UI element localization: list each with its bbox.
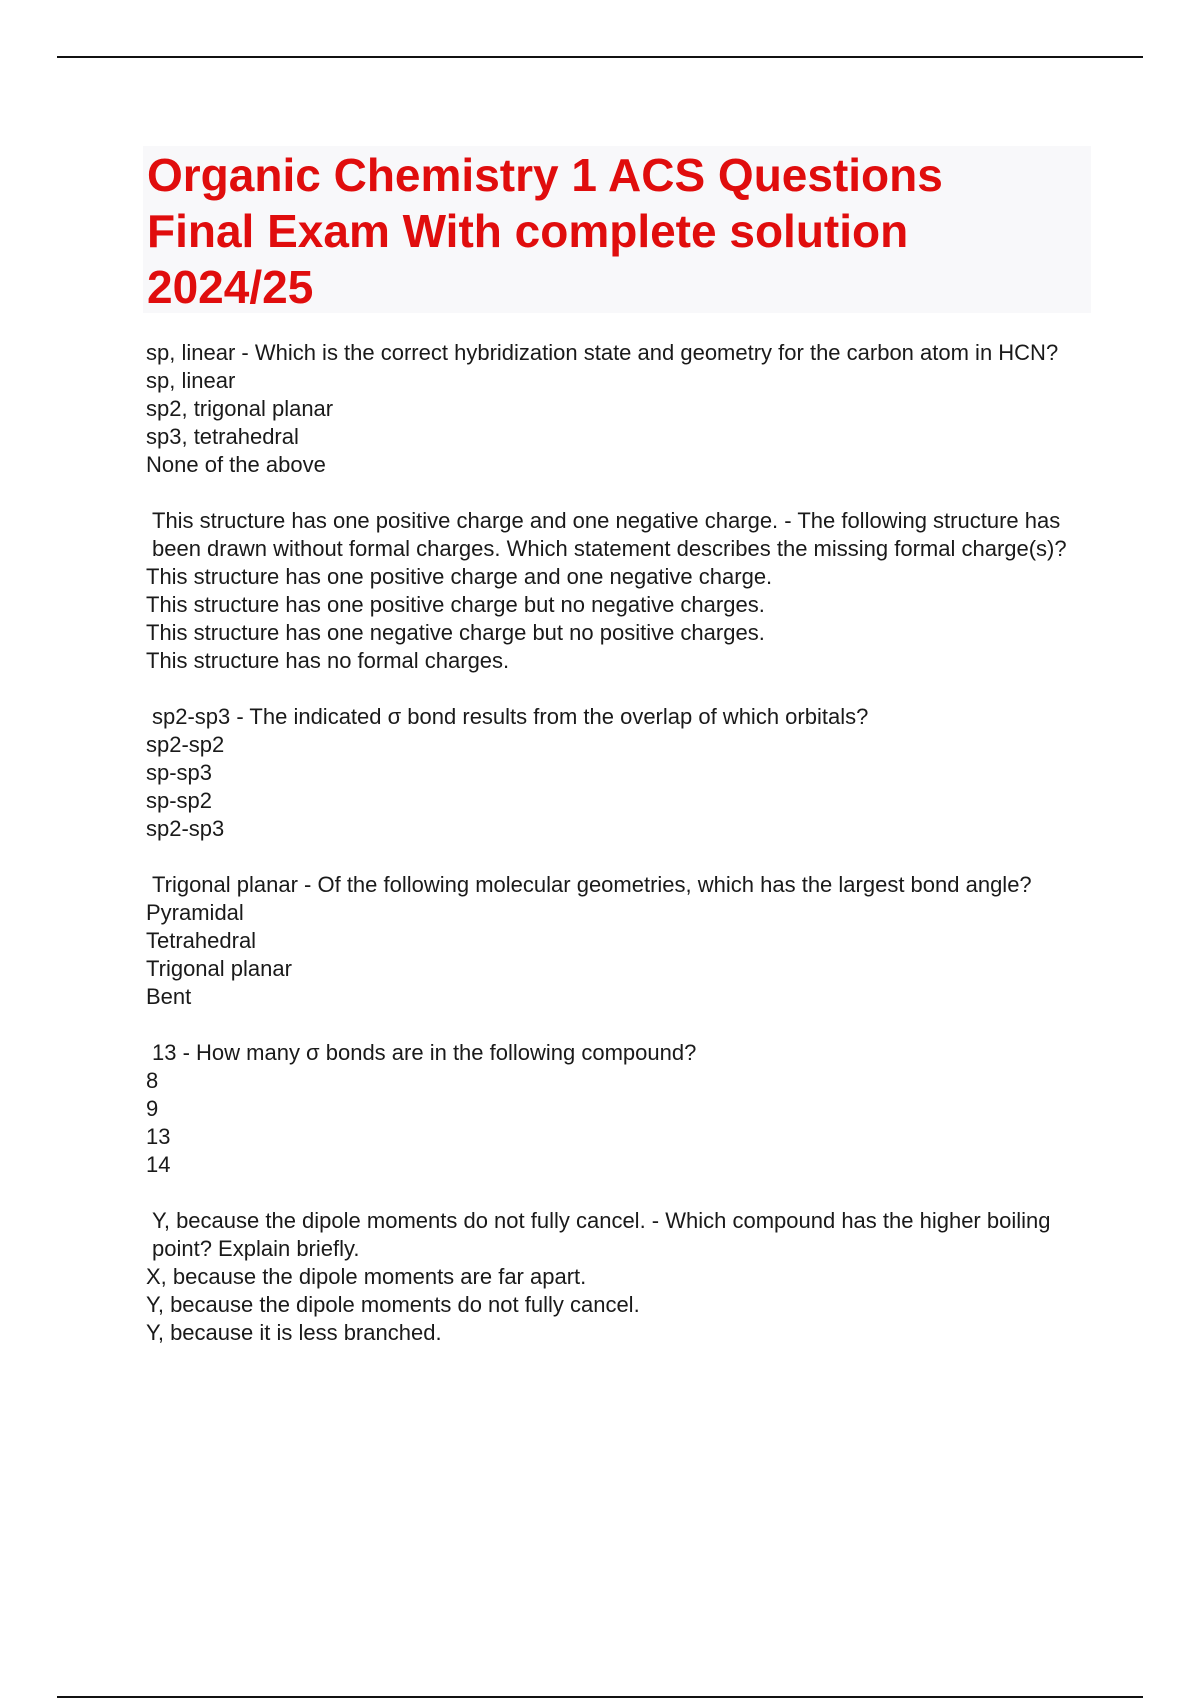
option-item: 13 xyxy=(146,1124,171,1149)
question-prompt: sp, linear - Which is the correct hybridization state and geometry for the carbon atom in HCN? xyxy=(146,340,1059,365)
option-item: sp3, tetrahedral xyxy=(146,424,299,449)
option-list xyxy=(146,367,1106,479)
option-item: This structure has no formal charges. xyxy=(146,648,510,673)
question-block xyxy=(146,703,1106,843)
option-item: None of the above xyxy=(146,452,326,477)
question-block xyxy=(146,507,1106,675)
option-item: Pyramidal xyxy=(146,900,244,925)
option-item: sp2, trigonal planar xyxy=(146,396,334,421)
option-list xyxy=(146,563,1106,675)
question-list xyxy=(146,339,1106,1375)
option-item: 14 xyxy=(146,1152,171,1177)
question-block xyxy=(146,1207,1106,1347)
option-item: Bent xyxy=(146,984,192,1009)
question-block xyxy=(146,339,1106,479)
question-prompt: This structure has one positive charge and one negative charge. - The following structure has been drawn without formal charges. Which statement describes the missing formal charge(s)? xyxy=(152,508,1067,561)
question-prompt: Y, because the dipole moments do not fully cancel. - Which compound has the higher boiling point? Explain briefly. xyxy=(152,1208,1051,1261)
option-list xyxy=(146,731,1106,843)
question-block xyxy=(146,1039,1106,1179)
question-prompt: sp2-sp3 - The indicated σ bond results from the overlap of which orbitals? xyxy=(152,704,869,729)
bottom-rule xyxy=(57,1696,1143,1698)
option-item: Tetrahedral xyxy=(146,928,257,953)
option-item: sp-sp3 xyxy=(146,760,213,785)
question-prompt: 13 - How many σ bonds are in the following compound? xyxy=(152,1040,697,1065)
document-title: Organic Chemistry 1 ACS Questions Final Exam With complete solution 2024/25 xyxy=(147,149,943,313)
option-list xyxy=(146,1263,1106,1347)
option-list xyxy=(146,899,1106,1011)
option-item: sp, linear xyxy=(146,368,236,393)
option-item: Trigonal planar xyxy=(146,956,292,981)
question-prompt: Trigonal planar - Of the following molecular geometries, which has the largest bond angle? xyxy=(152,872,1032,897)
option-item: sp-sp2 xyxy=(146,788,213,813)
title-banner xyxy=(143,146,1091,313)
question-block xyxy=(146,871,1106,1011)
top-rule xyxy=(57,56,1143,58)
option-item: 8 xyxy=(146,1068,159,1093)
option-item: 9 xyxy=(146,1096,159,1121)
option-item: This structure has one positive charge but no negative charges. xyxy=(146,592,765,617)
option-item: X, because the dipole moments are far apart. xyxy=(146,1264,587,1289)
option-item: This structure has one negative charge but no positive charges. xyxy=(146,620,765,645)
option-list xyxy=(146,1067,1106,1179)
option-item: Y, because the dipole moments do not fully cancel. xyxy=(146,1292,640,1317)
option-item: sp2-sp3 xyxy=(146,816,225,841)
option-item: sp2-sp2 xyxy=(146,732,225,757)
option-item: Y, because it is less branched. xyxy=(146,1320,442,1345)
option-item: This structure has one positive charge and one negative charge. xyxy=(146,564,773,589)
